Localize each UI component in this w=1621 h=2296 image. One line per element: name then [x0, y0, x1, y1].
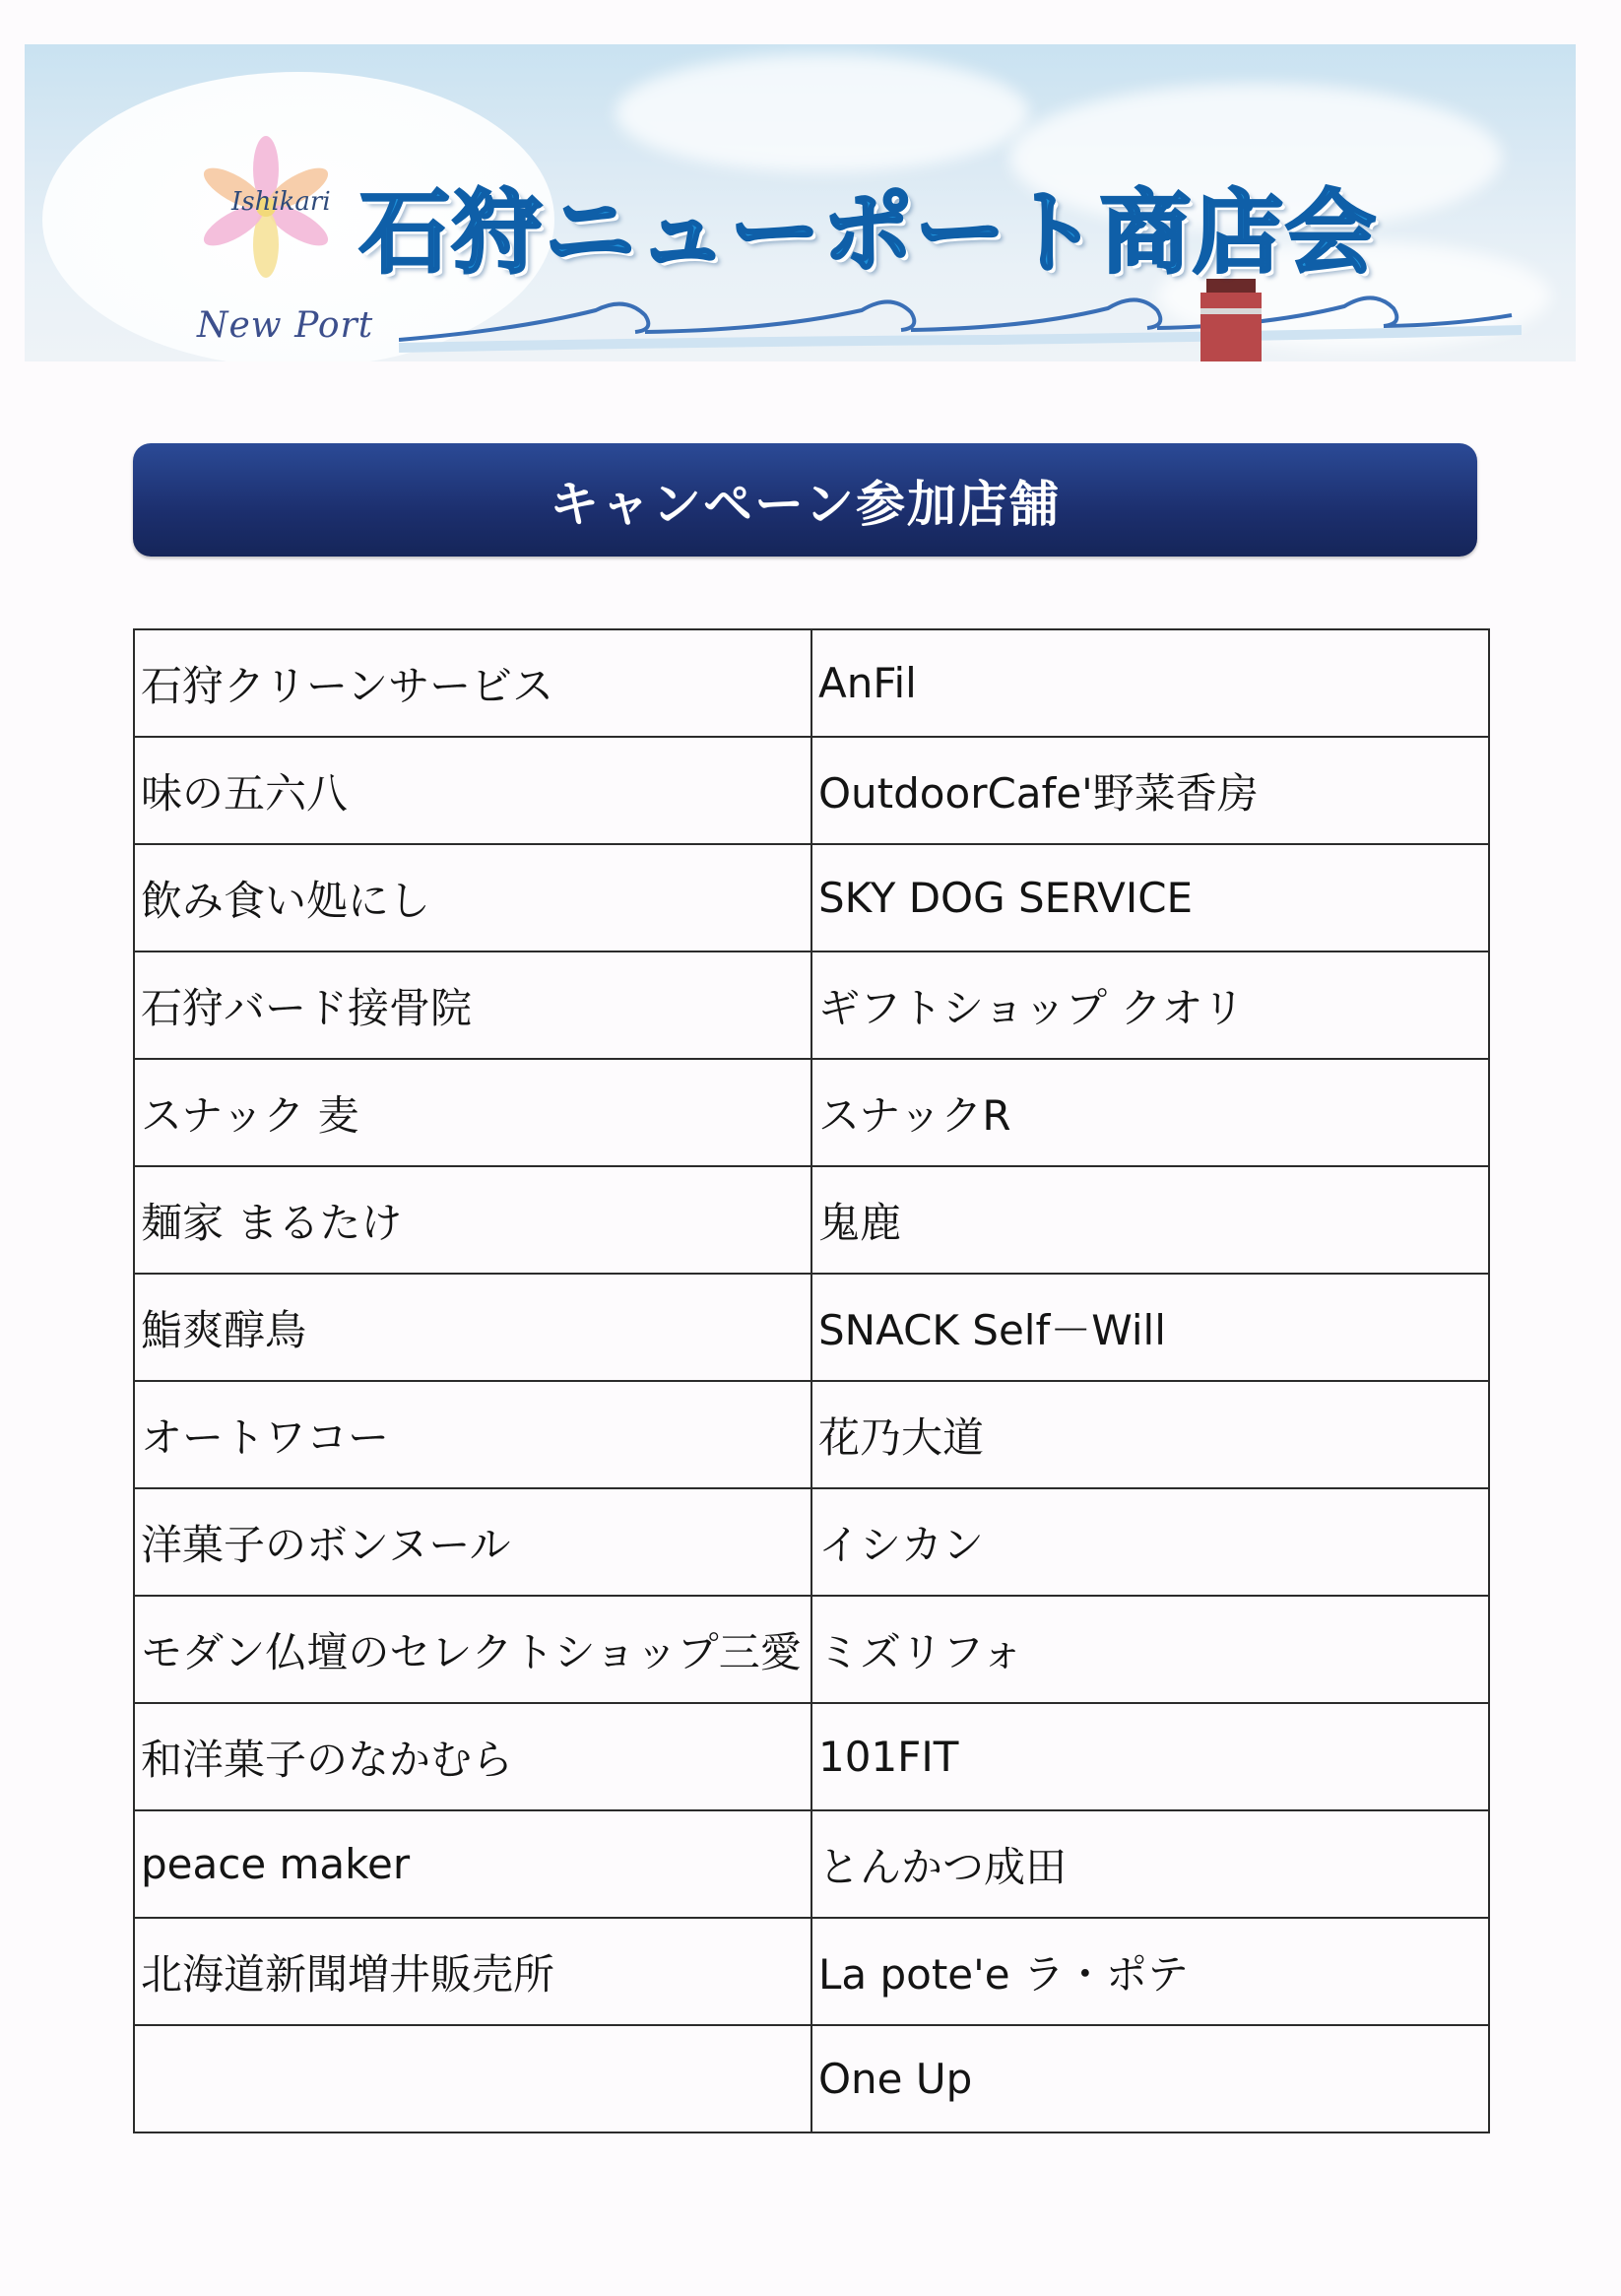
- table-row: [134, 1166, 1489, 1274]
- store-name-right: AnFil: [811, 629, 1489, 737]
- stores-table: [133, 628, 1490, 2133]
- table-row: [134, 844, 1489, 951]
- store-name-right: 花乃大道: [811, 1381, 1489, 1488]
- store-name-left: 飲み食い処にし: [134, 844, 811, 951]
- table-row: [134, 1810, 1489, 1918]
- store-name-right: ミズリフォ: [811, 1596, 1489, 1703]
- section-heading: キャンペーン参加店舗: [550, 475, 1061, 533]
- store-name-left: 麺家 まるたけ: [134, 1166, 811, 1274]
- table-row: [134, 1381, 1489, 1488]
- store-name-right: La pote'e ラ・ポテ: [811, 1918, 1489, 2025]
- store-name-left: 味の五六八: [134, 737, 811, 844]
- store-name-right: スナックR: [811, 1059, 1489, 1166]
- store-name-left: オートワコー: [134, 1381, 811, 1488]
- store-name-left: 石狩クリーンサービス: [134, 629, 811, 737]
- page-title: 石狩ニューポート商店会: [359, 180, 1379, 286]
- stores-table-body: [134, 629, 1489, 2132]
- store-name-right: イシカン: [811, 1488, 1489, 1596]
- store-name-right: ギフトショップ クオリ: [811, 951, 1489, 1059]
- table-row: [134, 1488, 1489, 1596]
- table-row: [134, 2025, 1489, 2132]
- store-name-left: 和洋菓子のなかむら: [134, 1703, 811, 1810]
- table-row: [134, 1703, 1489, 1810]
- logo-script-text: Ishikari: [231, 187, 331, 217]
- store-name-left: 北海道新聞増井販売所: [134, 1918, 811, 2025]
- table-row: [134, 1059, 1489, 1166]
- logo-newport-text: New Port: [197, 305, 374, 346]
- header-banner: [25, 44, 1576, 361]
- store-name-right: 101FIT: [811, 1703, 1489, 1810]
- store-name-left: peace maker: [134, 1810, 811, 1918]
- store-name-left: [134, 2025, 811, 2132]
- store-name-right: One Up: [811, 2025, 1489, 2132]
- section-heading-bar: [133, 443, 1477, 557]
- store-name-left: 鮨爽醇鳥: [134, 1274, 811, 1381]
- table-row: [134, 951, 1489, 1059]
- store-name-left: 洋菓子のボンヌール: [134, 1488, 811, 1596]
- store-name-right: とんかつ成田: [811, 1810, 1489, 1918]
- store-name-right: SKY DOG SERVICE: [811, 844, 1489, 951]
- store-name-left: モダン仏壇のセレクトショップ三愛: [134, 1596, 811, 1703]
- store-name-left: 石狩バード接骨院: [134, 951, 811, 1059]
- table-row: [134, 737, 1489, 844]
- table-row: [134, 1274, 1489, 1381]
- cloud-decoration: [616, 54, 1029, 172]
- table-row: [134, 1918, 1489, 2025]
- table-row: [134, 1596, 1489, 1703]
- table-row: [134, 629, 1489, 737]
- store-name-right: OutdoorCafe'野菜香房: [811, 737, 1489, 844]
- lighthouse-icon: [1197, 279, 1265, 361]
- store-name-left: スナック 麦: [134, 1059, 811, 1166]
- store-name-right: SNACK Self－Will: [811, 1274, 1489, 1381]
- store-name-right: 鬼鹿: [811, 1166, 1489, 1274]
